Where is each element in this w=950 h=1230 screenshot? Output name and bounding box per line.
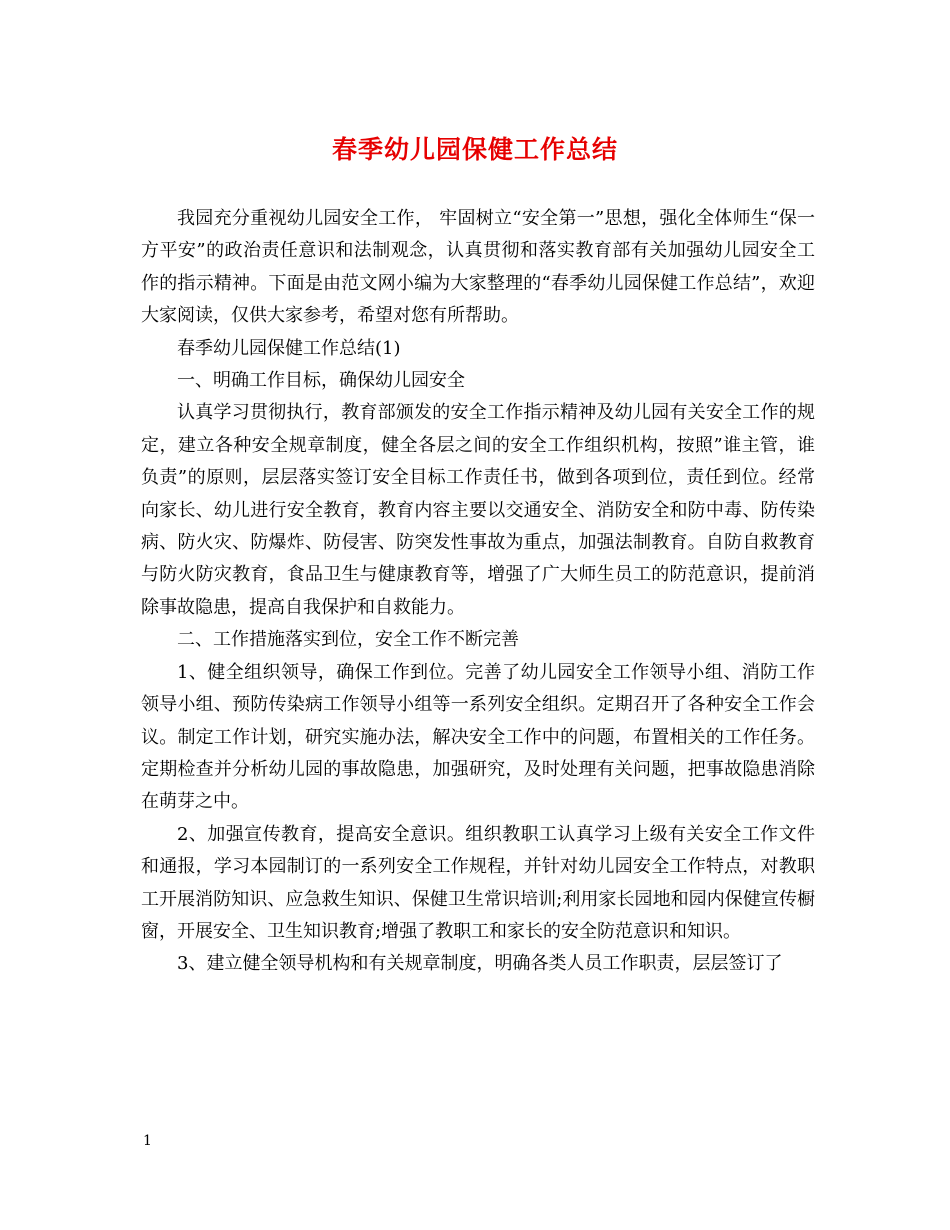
section-1-paragraph: 认真学习贯彻执行，教育部颁发的安全工作指示精神及幼儿园有关安全工作的规定，建立各种安全规章制度，健全各层之间的安全工作组织机构，按照”谁主管，谁负责”的原则，层层落实签订安全目标工作责任书，做到各项到位，责任到位。经常向家长、幼儿进行安全教育，教育内容主要以交通安全、消防安全和防中毒、防传染病、防火灾、防爆炸、防侵害、防突发性事故为重点，加强法制教育。自防自救教育与防火防灾教育，食品卫生与健康教育等，增强了广大师生员工的防范意识，提前消除事故隐患，提高自我保护和自救能力。: [141, 402, 815, 618]
intro-paragraph: 我园充分重视幼儿园安全工作， 牢固树立“安全第一”思想，强化全体师生“保一方平安”的政治责任意识和法制观念，认真贯彻和落实教育部有关加强幼儿园安全工作的指示精神。下面是由范文网小编为大家整理的“春季幼儿园保健工作总结”，欢迎大家阅读，仅供大家参考，希望对您有所帮助。: [141, 208, 815, 327]
section-heading-2: 二、工作措施落实到位，安全工作不断完善: [177, 629, 519, 651]
item-3-paragraph: 3、建立健全领导机构和有关规章制度，明确各类人员工作职责，层层签订了: [177, 953, 783, 975]
section-subtitle: 春季幼儿园保健工作总结(1): [177, 337, 401, 359]
document-body: [141, 203, 815, 981]
item-2-paragraph: 2、加强宣传教育，提高安全意识。组织教职工认真学习上级有关安全工作文件和通报，学习本园制订的一系列安全工作规程，并针对幼儿园安全工作特点，对教职工开展消防知识、应急救生知识、保健卫生常识培训;利用家长园地和园内保健宣传橱窗，开展安全、卫生知识教育;增强了教职工和家长的安全防范意识和知识。: [141, 823, 815, 942]
page-number: 1: [143, 1133, 152, 1149]
section-heading-1: 一、明确工作目标，确保幼儿园安全: [177, 370, 465, 392]
document-title: 春季幼儿园保健工作总结: [331, 135, 618, 164]
item-1-paragraph: 1、健全组织领导，确保工作到位。完善了幼儿园安全工作领导小组、消防工作领导小组、预防传染病工作领导小组等一系列安全组织。定期召开了各种安全工作会议。制定工作计划，研究实施办法，解决安全工作中的问题，布置相关的工作任务。定期检查并分析幼儿园的事故隐患，加强研究，及时处理有关问题，把事故隐患消除在萌芽之中。: [141, 661, 815, 813]
